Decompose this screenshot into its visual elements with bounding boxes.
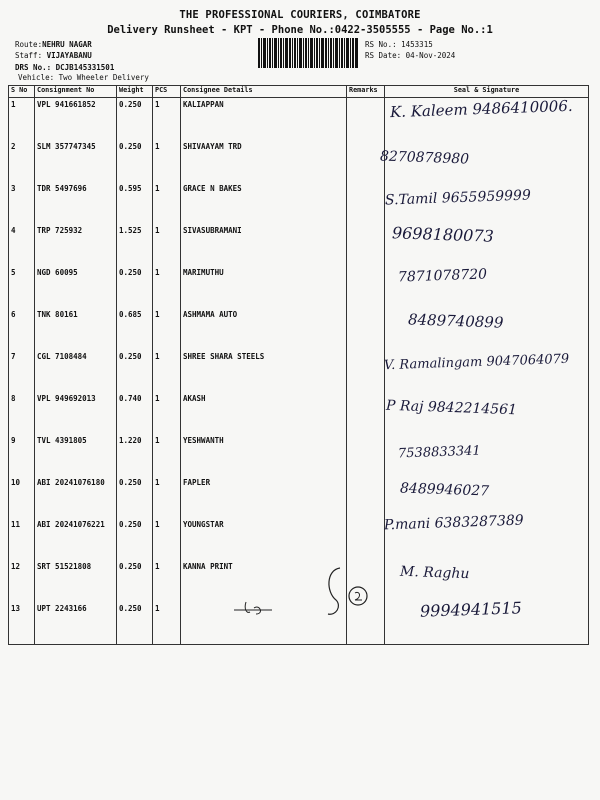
consignee-cell: FAPLER: [181, 476, 347, 518]
consignment-cell: VPL 941661852: [35, 98, 117, 140]
handwritten-signature: 8489740899: [407, 310, 504, 332]
handwritten-signature: 9698180073: [391, 223, 495, 246]
vehicle-value: Two Wheeler Delivery: [58, 73, 149, 82]
pcs-cell: 1: [153, 308, 181, 350]
consignee-cell: GRACE N BAKES: [181, 182, 347, 224]
remarks-cell: [347, 476, 385, 518]
remarks-cell: [347, 308, 385, 350]
sno-cell: 9: [9, 434, 35, 476]
column-header: S No: [9, 86, 35, 98]
remarks-cell: [347, 98, 385, 140]
consignment-cell: VPL 949692013: [35, 392, 117, 434]
rs-date-label: RS Date:: [365, 51, 402, 60]
remarks-cell: [347, 392, 385, 434]
handwritten-signature: V. Ramalingam 9047064079: [383, 351, 570, 374]
weight-cell: 0.250: [117, 140, 153, 182]
weight-cell: 0.685: [117, 308, 153, 350]
table-header-row: [9, 86, 589, 98]
consignee-cell: SIVASUBRAMANI: [181, 224, 347, 266]
consignee-cell: SHREE SHARA STEELS: [181, 350, 347, 392]
drs-value: DCJB145331501: [55, 63, 115, 72]
handwritten-signature: 9994941515: [419, 598, 523, 621]
pcs-cell: 1: [153, 560, 181, 602]
consignment-cell: CGL 7108484: [35, 350, 117, 392]
route-line: [15, 40, 92, 50]
stamp-mark: [322, 562, 374, 622]
rs-number-value: 1453315: [401, 40, 433, 49]
sno-cell: 8: [9, 392, 35, 434]
staff-line: [15, 51, 92, 61]
rs-number-line: [365, 40, 433, 50]
handwritten-signature: M. Raghu: [399, 563, 470, 583]
weight-cell: 1.525: [117, 224, 153, 266]
pcs-cell: 1: [153, 350, 181, 392]
handwritten-signature: 7871078720: [397, 266, 488, 286]
rs-date-value: 04-Nov-2024: [405, 51, 456, 60]
staff-label: Staff:: [15, 51, 43, 60]
pcs-cell: 1: [153, 392, 181, 434]
sno-cell: 1: [9, 98, 35, 140]
pcs-cell: 1: [153, 182, 181, 224]
column-header: Remarks: [347, 86, 385, 98]
consignee-cell: YOUNGSTAR: [181, 518, 347, 560]
sno-cell: 5: [9, 266, 35, 308]
runsheet-title: THE PROFESSIONAL COURIERS, COIMBATORE: [179, 9, 421, 21]
route-label: Route:: [15, 40, 43, 49]
handwritten-signature: K. Kaleem 9486410006.: [389, 96, 573, 122]
column-header: Weight: [117, 86, 153, 98]
vehicle-line: [18, 73, 149, 83]
sno-cell: 13: [9, 602, 35, 645]
remarks-cell: [347, 350, 385, 392]
table-row: [9, 140, 589, 182]
drs-line: [15, 63, 114, 73]
remarks-cell: [347, 182, 385, 224]
remarks-cell: [347, 224, 385, 266]
consignee-cell: KANNA PRINT: [181, 560, 347, 602]
consignment-cell: UPT 2243166: [35, 602, 117, 645]
column-header: PCS: [153, 86, 181, 98]
sno-cell: 12: [9, 560, 35, 602]
drs-label: DRS No.:: [15, 63, 52, 72]
barcode-image: [258, 38, 358, 68]
consignment-cell: TNK 80161: [35, 308, 117, 350]
column-header: Consignee Details: [181, 86, 347, 98]
remarks-cell: [347, 518, 385, 560]
runsheet-subtitle: Delivery Runsheet - KPT - Phone No.:0422-3505555 - Page No.:1: [107, 24, 493, 36]
pcs-cell: 1: [153, 602, 181, 645]
table-row: [9, 266, 589, 308]
consignment-cell: SLM 357747345: [35, 140, 117, 182]
sno-cell: 4: [9, 224, 35, 266]
consignee-cell: YESHWANTH: [181, 434, 347, 476]
sno-cell: 11: [9, 518, 35, 560]
weight-cell: 0.250: [117, 98, 153, 140]
sno-cell: 2: [9, 140, 35, 182]
weight-cell: 0.740: [117, 392, 153, 434]
consignment-cell: NGD 60095: [35, 266, 117, 308]
consignee-cell: MARIMUTHU: [181, 266, 347, 308]
consignment-cell: ABI 20241076221: [35, 518, 117, 560]
pcs-cell: 1: [153, 476, 181, 518]
consignment-cell: ABI 20241076180: [35, 476, 117, 518]
row13-scribble: [232, 598, 276, 618]
table-row: [9, 560, 589, 602]
weight-cell: 0.250: [117, 602, 153, 645]
handwritten-signature: 8270878980: [379, 148, 470, 168]
consignment-cell: TDR 5497696: [35, 182, 117, 224]
sno-cell: 6: [9, 308, 35, 350]
weight-cell: 0.250: [117, 476, 153, 518]
column-header: Seal & Signature: [385, 86, 589, 98]
remarks-cell: [347, 140, 385, 182]
rs-date-line: [365, 51, 455, 61]
sno-cell: 3: [9, 182, 35, 224]
consignment-cell: TRP 725932: [35, 224, 117, 266]
table-row: [9, 434, 589, 476]
consignee-cell: AKASH: [181, 392, 347, 434]
handwritten-signature: S.Tamil 9655959999: [384, 187, 532, 209]
weight-cell: 0.250: [117, 350, 153, 392]
handwritten-signature: P.mani 6383287389: [383, 512, 524, 534]
weight-cell: 0.250: [117, 518, 153, 560]
route-value: NEHRU NAGAR: [42, 40, 92, 49]
remarks-cell: [347, 434, 385, 476]
table-row: [9, 224, 589, 266]
column-header: Consignment No: [35, 86, 117, 98]
handwritten-signature: 8489946027: [399, 480, 490, 500]
staff-value: VIJAYABANU: [46, 51, 92, 60]
handwritten-signature: P Raj 9842214561: [385, 397, 518, 419]
pcs-cell: 1: [153, 224, 181, 266]
consignment-cell: SRT 51521808: [35, 560, 117, 602]
consignee-cell: SHIVAAYAM TRD: [181, 140, 347, 182]
consignment-cell: TVL 4391805: [35, 434, 117, 476]
sno-cell: 7: [9, 350, 35, 392]
pcs-cell: 1: [153, 518, 181, 560]
weight-cell: 0.250: [117, 266, 153, 308]
sno-cell: 10: [9, 476, 35, 518]
rs-number-label: RS No.:: [365, 40, 397, 49]
vehicle-label: Vehicle:: [18, 73, 55, 82]
pcs-cell: 1: [153, 266, 181, 308]
pcs-cell: 1: [153, 140, 181, 182]
pcs-cell: 1: [153, 98, 181, 140]
remarks-cell: [347, 266, 385, 308]
weight-cell: 0.250: [117, 560, 153, 602]
pcs-cell: 1: [153, 434, 181, 476]
consignee-cell: ASHMAMA AUTO: [181, 308, 347, 350]
weight-cell: 0.595: [117, 182, 153, 224]
handwritten-signature: 7538833341: [397, 443, 481, 462]
weight-cell: 1.220: [117, 434, 153, 476]
consignee-cell: KALIAPPAN: [181, 98, 347, 140]
table-row: [9, 476, 589, 518]
